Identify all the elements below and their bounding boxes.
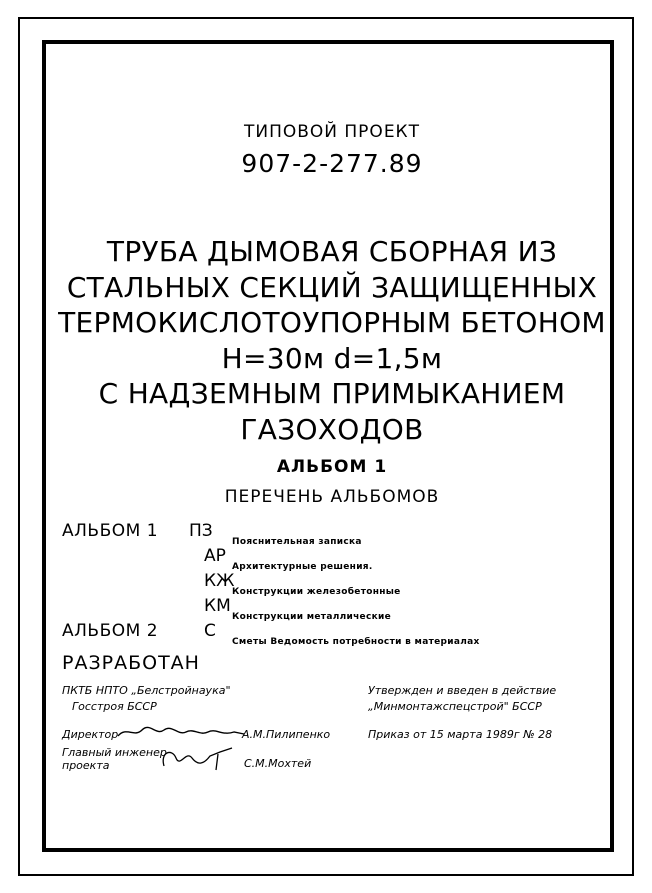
developed-heading: РАЗРАБОТАН — [62, 652, 200, 674]
approval-line-1: Утвержден и введен в действие — [368, 684, 557, 697]
album-label: АЛЬБОМ 1 — [62, 521, 159, 541]
album-desc — [232, 629, 480, 648]
inner-frame — [42, 40, 614, 852]
title-line: С НАДЗЕМНЫМ ПРИМЫКАНИЕМ — [98, 377, 566, 410]
section-description: Архитектурные решения. — [232, 562, 373, 572]
album-desc — [232, 579, 401, 598]
section-description: Сметы Ведомость потребности в материалах — [232, 637, 480, 647]
section-description: Конструкции металлические — [232, 612, 392, 622]
director-signature — [116, 724, 246, 740]
chief-engineer-label-2: проекта — [62, 759, 110, 772]
chief-engineer-label: Главный инженер — [62, 746, 167, 759]
title-line: ТРУБА ДЫМОВАЯ СБОРНАЯ ИЗ — [106, 235, 558, 268]
section-code: АР — [204, 546, 226, 566]
project-code: 907-2-277.89 — [241, 149, 423, 178]
album-code — [204, 571, 234, 591]
chief-engineer-signature — [158, 744, 238, 772]
developer-org: ПКТБ НПТО „Белстройнаука" — [62, 684, 231, 697]
section-description: Пояснительная записка — [232, 537, 362, 547]
album-code — [204, 596, 231, 616]
title-line: ТЕРМОКИСЛОТОУПОРНЫМ БЕТОНОМ — [58, 306, 606, 339]
developer-ministry: Госстроя БССР — [72, 700, 157, 713]
approval-order: Приказ от 15 марта 1989г № 28 — [368, 728, 553, 741]
album-label: АЛЬБОМ 2 — [62, 621, 159, 641]
album-code — [204, 546, 226, 566]
title-line: ГАЗОХОДОВ — [240, 412, 424, 446]
director-label: Директор — [62, 728, 119, 741]
section-code: С — [204, 621, 216, 641]
director-name: А.М.Пилипенко — [242, 728, 331, 741]
section-description: Конструкции железобетонные — [232, 587, 401, 597]
section-code: КЖ — [204, 571, 235, 591]
album-desc — [232, 554, 373, 573]
title-line: СТАЛЬНЫХ СЕКЦИЙ ЗАЩИЩЕННЫХ — [66, 270, 598, 304]
album-row — [62, 621, 158, 641]
album-list-heading: ПЕРЕЧЕНЬ АЛЬБОМОВ — [224, 487, 440, 507]
title-line: Н=30м d=1,5м — [221, 341, 443, 375]
album-row — [62, 521, 158, 541]
album-code — [204, 621, 216, 641]
section-code: ПЗ — [189, 521, 213, 541]
album-code — [189, 521, 213, 541]
album-desc — [232, 604, 391, 623]
main-title — [46, 234, 618, 447]
document-type: ТИПОВОЙ ПРОЕКТ — [243, 122, 421, 142]
album-heading: АЛЬБОМ 1 — [276, 457, 388, 477]
chief-engineer-name: С.М.Мохтей — [244, 757, 312, 770]
section-code: КМ — [204, 596, 231, 616]
approval-line-2: „Минмонтажспецстрой" БССР — [368, 700, 542, 713]
album-desc — [232, 529, 362, 548]
